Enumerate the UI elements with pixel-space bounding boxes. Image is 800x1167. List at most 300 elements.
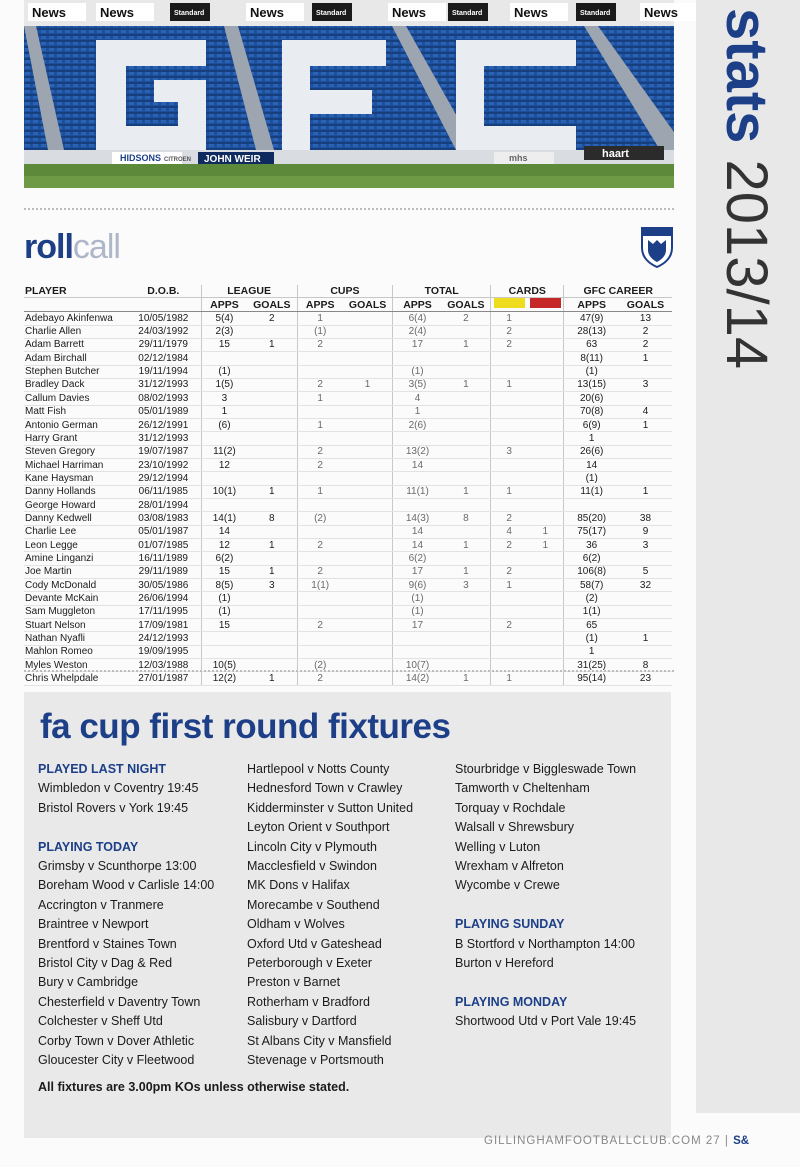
cell-total-apps: 2(4)	[393, 325, 442, 338]
cell-career-goals: 2	[619, 338, 672, 351]
cell-career-apps: 8(11)	[564, 352, 619, 365]
cell-player-name: Chris Whelpdale	[24, 672, 126, 685]
board-john-weir: JOHN WEIR	[204, 154, 261, 165]
cell-player-name: George Howard	[24, 499, 126, 512]
cell-cups-apps	[297, 472, 343, 485]
cell-cups-apps	[297, 645, 343, 658]
cell-career-apps: 65	[564, 619, 619, 632]
cell-career-apps: 6(2)	[564, 552, 619, 565]
cell-player-name: Nathan Nyafli	[24, 632, 126, 645]
cell-total-goals	[442, 645, 491, 658]
cell-career-apps: 1(1)	[564, 605, 619, 618]
fixture-item: Macclesfield v Swindon	[247, 859, 377, 874]
cell-league-apps: 2(3)	[201, 325, 247, 338]
cell-yellow-cards: 2	[491, 325, 528, 338]
cell-player-name: Stuart Nelson	[24, 619, 126, 632]
cell-dob: 24/03/1992	[126, 325, 201, 338]
cell-total-goals: 1	[442, 539, 491, 552]
cell-league-apps: 11(2)	[201, 445, 247, 458]
fixture-item: St Albans City v Mansfield	[247, 1033, 392, 1048]
cell-dob: 12/03/1988	[126, 659, 201, 672]
cell-career-goals: 8	[619, 659, 672, 672]
cell-dob: 31/12/1993	[126, 378, 201, 391]
cell-league-goals	[247, 352, 297, 365]
fixture-item: Tamworth v Cheltenham	[455, 781, 590, 796]
ad-sign-text: Standard	[580, 10, 611, 17]
table-row	[24, 365, 672, 378]
ad-sign-text: News	[644, 5, 678, 20]
cell-red-cards	[527, 378, 564, 391]
cell-dob: 29/12/1994	[126, 472, 201, 485]
fixture-item: Bristol City v Dag & Red	[38, 956, 173, 971]
fixture-item: Oldham v Wolves	[247, 917, 345, 932]
cell-league-goals	[247, 552, 297, 565]
cell-total-goals: 1	[442, 485, 491, 498]
cell-total-apps: 2(6)	[393, 418, 442, 431]
cell-total-apps: 9(6)	[393, 579, 442, 592]
cell-league-apps: 8(5)	[201, 579, 247, 592]
cell-red-cards	[527, 632, 564, 645]
cell-league-goals	[247, 378, 297, 391]
footer-website: GILLINGHAMFOOTBALLCLUB.COM 27	[484, 1135, 721, 1147]
cell-yellow-cards	[491, 552, 528, 565]
cell-league-apps: (1)	[201, 365, 247, 378]
cell-total-goals: 1	[442, 565, 491, 578]
cell-league-goals	[247, 405, 297, 418]
header-blank	[24, 298, 126, 312]
cell-career-goals	[619, 592, 672, 605]
table-row	[24, 565, 672, 578]
cell-career-goals	[619, 472, 672, 485]
cell-career-goals	[619, 552, 672, 565]
cell-total-goals: 1	[442, 672, 491, 685]
cell-yellow-cards	[491, 418, 528, 431]
header-career-apps: APPS	[564, 298, 619, 312]
cell-yellow-cards: 2	[491, 338, 528, 351]
cell-cups-goals	[343, 392, 393, 405]
cell-player-name: Charlie Allen	[24, 325, 126, 338]
cell-career-goals	[619, 645, 672, 658]
cell-cups-apps	[297, 352, 343, 365]
cell-total-goals	[442, 619, 491, 632]
cell-league-goals	[247, 432, 297, 445]
cell-red-cards	[527, 365, 564, 378]
fixture-item: Shortwood Utd v Port Vale 19:45	[455, 1014, 637, 1029]
cell-cups-apps: 1	[297, 418, 343, 431]
cell-player-name: Leon Legge	[24, 539, 126, 552]
ad-sign-text: News	[392, 5, 426, 20]
cell-total-apps	[393, 499, 442, 512]
cell-cups-apps: 2	[297, 445, 343, 458]
cell-league-apps: 3	[201, 392, 247, 405]
cell-total-goals	[442, 499, 491, 512]
cell-player-name: Steven Gregory	[24, 445, 126, 458]
fixture-item: Welling v Luton	[455, 839, 541, 854]
cell-yellow-cards	[491, 365, 528, 378]
fixture-item: Corby Town v Dover Athletic	[38, 1033, 195, 1048]
fixture-item: Lincoln City v Plymouth	[247, 839, 377, 854]
fixture-item: Walsall v Shrewsbury	[455, 820, 575, 835]
cell-cups-goals	[343, 485, 393, 498]
cell-yellow-cards: 2	[491, 565, 528, 578]
cell-yellow-cards	[491, 472, 528, 485]
cell-total-apps: 6(4)	[393, 312, 442, 325]
cell-total-apps: 14	[393, 458, 442, 471]
cell-career-goals: 3	[619, 539, 672, 552]
cell-player-name: Sam Muggleton	[24, 605, 126, 618]
stadium-illustration	[24, 0, 678, 188]
cell-total-apps: (1)	[393, 365, 442, 378]
cell-cups-apps: 2	[297, 378, 343, 391]
cell-cups-apps: 2	[297, 619, 343, 632]
cell-career-goals	[619, 458, 672, 471]
fixture-item: Oxford Utd v Gateshead	[247, 936, 382, 951]
cell-player-name: Mahlon Romeo	[24, 645, 126, 658]
cell-dob: 05/01/1987	[126, 525, 201, 538]
cell-dob: 01/07/1985	[126, 539, 201, 552]
table-row	[24, 592, 672, 605]
cell-cups-goals	[343, 632, 393, 645]
cell-dob: 19/11/1994	[126, 365, 201, 378]
cell-career-goals: 5	[619, 565, 672, 578]
cell-league-apps: 12(2)	[201, 672, 247, 685]
cell-player-name: Adebayo Akinfenwa	[24, 312, 126, 325]
cell-dob: 08/02/1993	[126, 392, 201, 405]
cell-player-name: Joe Martin	[24, 565, 126, 578]
fixture-item: Hartlepool v Notts County	[247, 762, 390, 776]
cell-cups-goals	[343, 445, 393, 458]
cell-yellow-cards: 1	[491, 485, 528, 498]
cell-total-apps	[393, 632, 442, 645]
cell-career-apps: (2)	[564, 592, 619, 605]
fixture-item: Salisbury v Dartford	[247, 1014, 357, 1029]
cell-dob: 23/10/1992	[126, 458, 201, 471]
cell-total-goals	[442, 432, 491, 445]
cell-cups-apps	[297, 592, 343, 605]
cell-cups-apps	[297, 552, 343, 565]
cell-yellow-cards: 1	[491, 579, 528, 592]
cell-yellow-cards: 1	[491, 378, 528, 391]
fixture-item: Wycombe v Crewe	[455, 878, 560, 893]
fixture-item: Gloucester City v Fleetwood	[38, 1053, 195, 1068]
cell-yellow-cards	[491, 405, 528, 418]
cell-league-apps	[201, 499, 247, 512]
fixture-item: Hednesford Town v Crawley	[247, 781, 403, 796]
rollcall-heading-bold: roll	[24, 228, 73, 266]
cell-total-apps	[393, 472, 442, 485]
cell-cups-apps	[297, 405, 343, 418]
cell-league-goals	[247, 325, 297, 338]
table-header-subcols	[24, 298, 672, 312]
cell-career-apps: 63	[564, 338, 619, 351]
cell-player-name: Matt Fish	[24, 405, 126, 418]
fixture-item: Grimsby v Scunthorpe 13:00	[38, 859, 197, 874]
cell-cups-goals	[343, 312, 393, 325]
cell-career-goals: 2	[619, 325, 672, 338]
table-row	[24, 325, 672, 338]
board-citroen: CITROEN	[164, 157, 191, 163]
cell-total-apps: (1)	[393, 605, 442, 618]
cell-dob: 29/11/1979	[126, 338, 201, 351]
cell-career-goals: 1	[619, 352, 672, 365]
cell-total-apps: 6(2)	[393, 552, 442, 565]
cell-cups-apps: (2)	[297, 512, 343, 525]
cell-career-apps: (1)	[564, 632, 619, 645]
cell-dob: 02/12/1984	[126, 352, 201, 365]
cell-cups-apps: (1)	[297, 325, 343, 338]
fixture-item: MK Dons v Halifax	[247, 878, 350, 893]
cell-career-goals: 38	[619, 512, 672, 525]
cell-career-apps: 26(6)	[564, 445, 619, 458]
cell-player-name: Devante McKain	[24, 592, 126, 605]
cell-career-apps: 58(7)	[564, 579, 619, 592]
table-row	[24, 499, 672, 512]
table-row	[24, 405, 672, 418]
cell-league-apps: 12	[201, 539, 247, 552]
fixture-group-heading: PLAYING MONDAY	[455, 994, 568, 1009]
cell-league-goals	[247, 392, 297, 405]
cell-cups-apps: 2	[297, 672, 343, 685]
fixture-item: Bury v Cambridge	[38, 975, 139, 990]
cell-red-cards	[527, 445, 564, 458]
table-row	[24, 338, 672, 351]
cell-red-cards	[527, 619, 564, 632]
cell-dob: 17/11/1995	[126, 605, 201, 618]
table-row	[24, 525, 672, 538]
fixtures-title: fa cup first round fixtures	[40, 707, 451, 746]
cell-league-apps	[201, 645, 247, 658]
cell-red-cards	[527, 405, 564, 418]
cell-cups-apps: 1	[297, 312, 343, 325]
cell-player-name: Antonio German	[24, 418, 126, 431]
cell-total-goals	[442, 605, 491, 618]
cell-career-apps: 31(25)	[564, 659, 619, 672]
table-row	[24, 312, 672, 325]
cell-total-goals: 1	[442, 338, 491, 351]
cell-league-apps: 14	[201, 525, 247, 538]
side-title-season: 2013/14	[714, 143, 779, 370]
cell-player-name: Myles Weston	[24, 659, 126, 672]
cell-league-goals	[247, 418, 297, 431]
cell-career-apps: 106(8)	[564, 565, 619, 578]
cell-total-apps: 17	[393, 338, 442, 351]
cell-cups-apps: 1(1)	[297, 579, 343, 592]
ad-sign-text: News	[250, 5, 284, 20]
cell-red-cards	[527, 392, 564, 405]
cell-league-apps: 10(5)	[201, 659, 247, 672]
cell-league-apps: (1)	[201, 592, 247, 605]
cell-player-name: Adam Barrett	[24, 338, 126, 351]
cell-league-goals	[247, 525, 297, 538]
cell-red-cards	[527, 458, 564, 471]
cell-red-cards	[527, 472, 564, 485]
table-header-groups	[24, 285, 672, 298]
cell-yellow-cards: 2	[491, 512, 528, 525]
header-gfc-career: GFC CAREER	[564, 285, 672, 298]
cell-career-apps: 95(14)	[564, 672, 619, 685]
fixture-group-heading: PLAYING SUNDAY	[455, 917, 565, 932]
cell-yellow-cards	[491, 605, 528, 618]
cell-league-apps	[201, 472, 247, 485]
cell-cups-goals	[343, 565, 393, 578]
cell-career-goals: 3	[619, 378, 672, 391]
cell-yellow-cards: 2	[491, 539, 528, 552]
header-league: LEAGUE	[201, 285, 297, 298]
cell-yellow-cards: 4	[491, 525, 528, 538]
cell-red-cards	[527, 512, 564, 525]
cell-total-goals	[442, 458, 491, 471]
cell-league-goals: 8	[247, 512, 297, 525]
cell-career-goals: 32	[619, 579, 672, 592]
board-hidsons: HIDSONS	[120, 153, 162, 163]
cell-league-goals	[247, 592, 297, 605]
cell-dob: 03/08/1983	[126, 512, 201, 525]
cell-cups-apps: 2	[297, 539, 343, 552]
cell-cups-goals	[343, 499, 393, 512]
cell-red-cards	[527, 485, 564, 498]
cell-dob: 26/12/1991	[126, 418, 201, 431]
cell-yellow-cards: 2	[491, 619, 528, 632]
cell-cups-goals	[343, 645, 393, 658]
fixture-item: Kidderminster v Sutton United	[247, 800, 414, 815]
cell-league-apps: 5(4)	[201, 312, 247, 325]
header-total: TOTAL	[393, 285, 491, 298]
cell-cups-goals: 1	[343, 378, 393, 391]
cell-league-apps: 1	[201, 405, 247, 418]
cell-cups-goals	[343, 579, 393, 592]
fixture-gap	[455, 973, 665, 992]
cell-career-goals	[619, 445, 672, 458]
cell-total-apps: 10(7)	[393, 659, 442, 672]
divider-dotted	[24, 208, 674, 210]
header-cups-goals: GOALS	[343, 298, 393, 312]
fixture-item: B Stortford v Northampton 14:00	[455, 936, 635, 951]
header-total-apps: APPS	[393, 298, 442, 312]
cell-total-goals: 1	[442, 378, 491, 391]
cell-dob: 05/01/1989	[126, 405, 201, 418]
cell-dob: 29/11/1989	[126, 565, 201, 578]
cell-career-goals: 1	[619, 418, 672, 431]
board-haart: haart	[602, 148, 629, 160]
ad-sign-text: Standard	[452, 10, 483, 17]
cell-career-apps: 85(20)	[564, 512, 619, 525]
cell-total-goals	[442, 392, 491, 405]
cell-league-goals	[247, 499, 297, 512]
cell-cups-goals	[343, 325, 393, 338]
cell-dob: 31/12/1993	[126, 432, 201, 445]
cell-total-apps: (1)	[393, 592, 442, 605]
cell-yellow-cards	[491, 352, 528, 365]
fixture-group-heading: PLAYING TODAY	[38, 839, 139, 854]
cell-total-apps	[393, 645, 442, 658]
fixture-item: Accrington v Tranmere	[38, 897, 164, 912]
cell-cups-goals	[343, 525, 393, 538]
ad-sign-text: News	[514, 5, 548, 20]
table-row	[24, 418, 672, 431]
fixture-item: Chesterfield v Daventry Town	[38, 994, 201, 1009]
cell-yellow-cards: 1	[491, 312, 528, 325]
cell-player-name: Adam Birchall	[24, 352, 126, 365]
cell-dob: 19/07/1987	[126, 445, 201, 458]
cell-player-name: Danny Kedwell	[24, 512, 126, 525]
cell-league-apps: 15	[201, 565, 247, 578]
cell-total-apps: 4	[393, 392, 442, 405]
table-row	[24, 485, 672, 498]
red-card-icon	[527, 298, 564, 312]
table-row	[24, 458, 672, 471]
cell-career-goals: 9	[619, 525, 672, 538]
cell-red-cards	[527, 672, 564, 685]
cell-yellow-cards	[491, 592, 528, 605]
rollcall-table	[24, 285, 672, 686]
cell-league-apps: (1)	[201, 605, 247, 618]
cell-total-goals	[442, 445, 491, 458]
header-cups: CUPS	[297, 285, 393, 298]
table-row	[24, 579, 672, 592]
cell-league-apps: 10(1)	[201, 485, 247, 498]
cell-league-apps: 15	[201, 338, 247, 351]
cell-yellow-cards	[491, 432, 528, 445]
cell-yellow-cards: 3	[491, 445, 528, 458]
cell-career-apps: 36	[564, 539, 619, 552]
cell-red-cards	[527, 338, 564, 351]
table-row	[24, 472, 672, 485]
fixtures-column-1	[38, 760, 243, 1070]
board-mhs: mhs	[509, 153, 528, 163]
cell-league-goals	[247, 445, 297, 458]
cell-career-apps: (1)	[564, 365, 619, 378]
cell-career-apps: 13(15)	[564, 378, 619, 391]
cell-league-goals: 1	[247, 485, 297, 498]
cell-total-goals	[442, 365, 491, 378]
cell-league-apps: 1(5)	[201, 378, 247, 391]
table-row	[24, 645, 672, 658]
cell-league-goals	[247, 645, 297, 658]
fixture-item: Boreham Wood v Carlisle 14:00	[38, 878, 215, 893]
cell-cups-apps	[297, 632, 343, 645]
fixture-item: Braintree v Newport	[38, 917, 149, 932]
cell-league-goals: 1	[247, 565, 297, 578]
cell-career-goals: 4	[619, 405, 672, 418]
cell-cups-apps	[297, 525, 343, 538]
ad-sign-text: News	[32, 5, 66, 20]
cell-league-apps: (6)	[201, 418, 247, 431]
table-row	[24, 378, 672, 391]
cell-cups-goals	[343, 619, 393, 632]
cell-career-goals	[619, 365, 672, 378]
cell-yellow-cards	[491, 632, 528, 645]
fixture-item: Morecambe v Southend	[247, 897, 380, 912]
table-row	[24, 432, 672, 445]
ad-sign-text: Standard	[316, 10, 347, 17]
cell-player-name: Harry Grant	[24, 432, 126, 445]
fixture-item: Stevenage v Portsmouth	[247, 1053, 384, 1068]
cell-total-goals	[442, 418, 491, 431]
cell-dob: 10/05/1982	[126, 312, 201, 325]
cell-cups-apps	[297, 365, 343, 378]
fixture-item: Bristol Rovers v York 19:45	[38, 800, 189, 815]
cell-cups-goals	[343, 352, 393, 365]
cell-league-goals	[247, 458, 297, 471]
cell-red-cards	[527, 432, 564, 445]
cell-total-goals	[442, 325, 491, 338]
cell-career-apps: 11(1)	[564, 485, 619, 498]
cell-career-apps: 20(6)	[564, 392, 619, 405]
cell-red-cards: 1	[527, 539, 564, 552]
fixture-item: Peterborough v Exeter	[247, 956, 373, 971]
fixture-item: Wimbledon v Coventry 19:45	[38, 781, 199, 796]
cell-total-goals: 8	[442, 512, 491, 525]
